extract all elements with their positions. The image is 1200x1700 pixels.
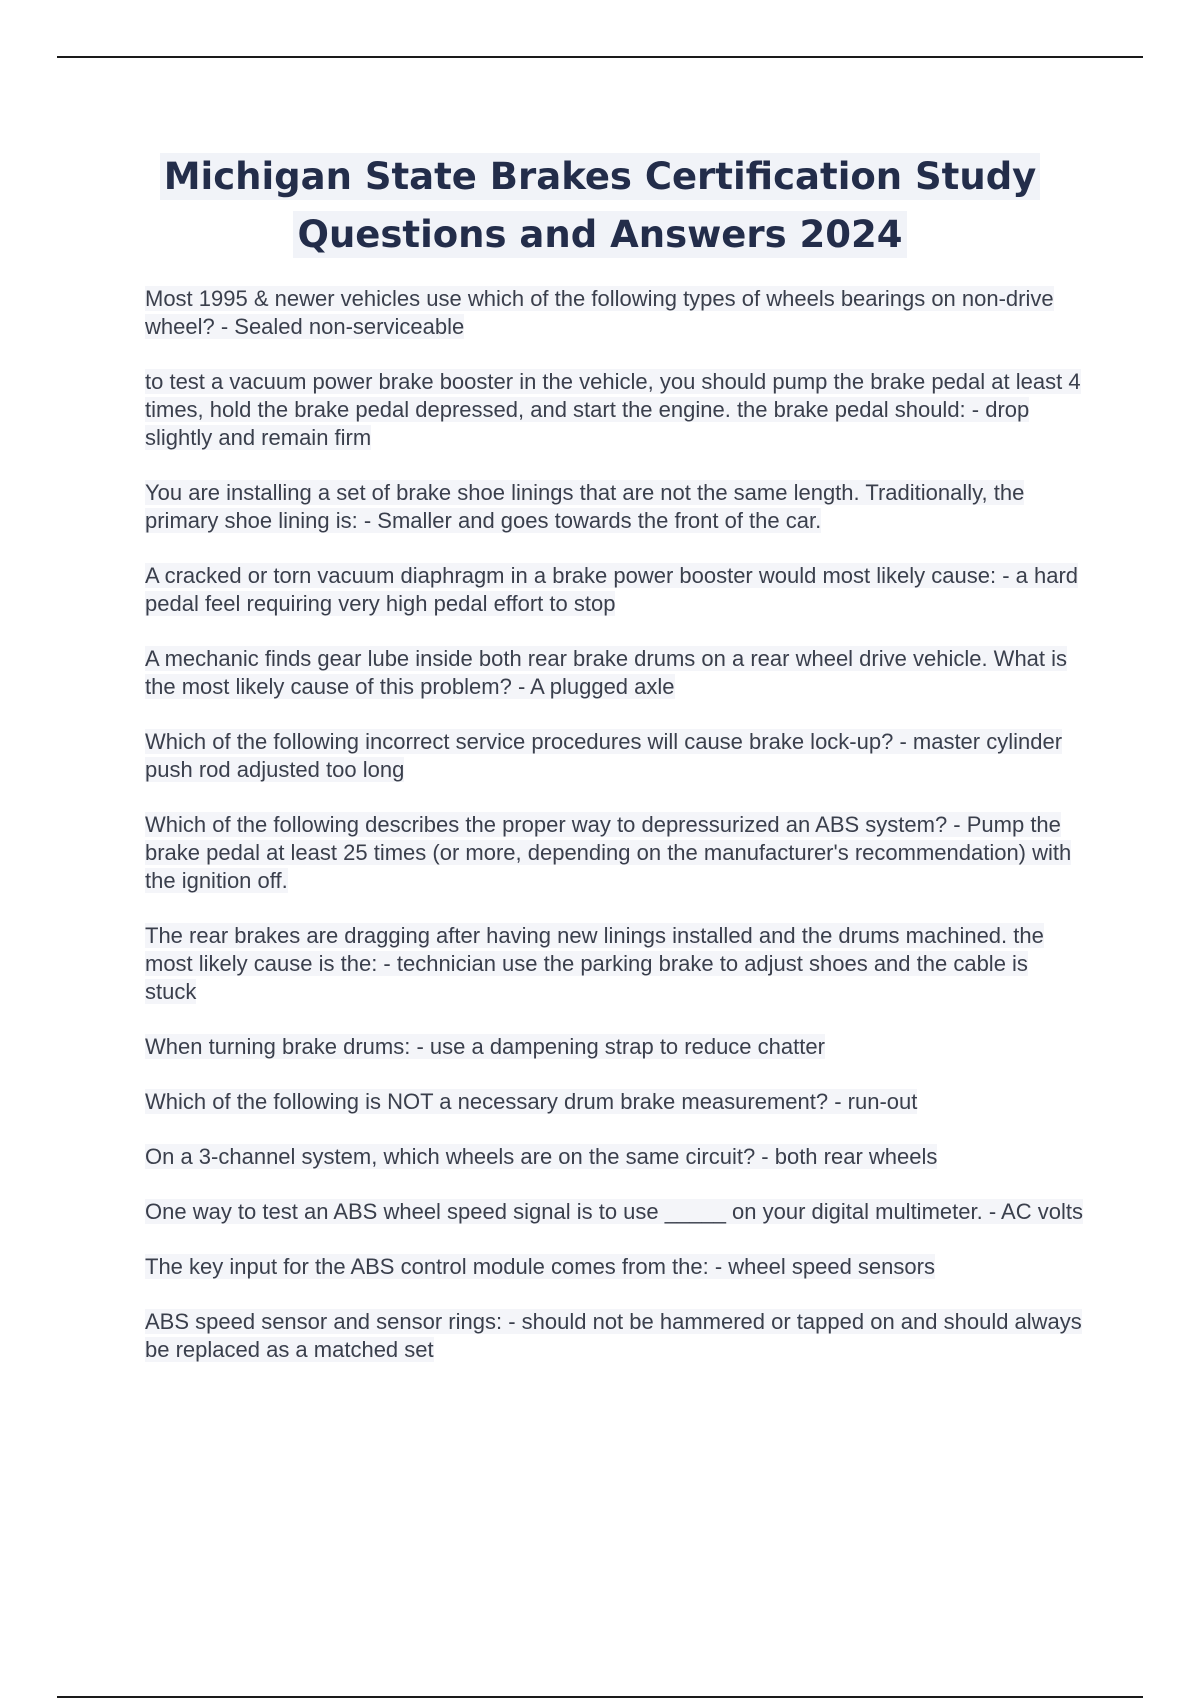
qa-item <box>145 922 1085 1006</box>
header-rule <box>57 56 1143 58</box>
qa-text: to test a vacuum power brake booster in the vehicle, you should pump the brake pedal at least 4 times, hold the brake pedal depressed, and start the engine. the brake pedal should: - drop slightly and remain firm <box>145 369 1081 450</box>
qa-item <box>145 1308 1085 1364</box>
qa-item <box>145 1253 1085 1281</box>
qa-item <box>145 479 1085 535</box>
qa-text: ABS speed sensor and sensor rings: - should not be hammered or tapped on and should always be replaced as a matched set <box>145 1309 1082 1362</box>
qa-text: Which of the following describes the proper way to depressurized an ABS system? - Pump the brake pedal at least 25 times (or more, depending on the manufacturer's recommendation) with the ignition off. <box>145 812 1072 893</box>
qa-item <box>145 1143 1085 1171</box>
qa-text: A mechanic finds gear lube inside both rear brake drums on a rear wheel drive vehicle. What is the most likely cause of this problem? - A plugged axle <box>145 646 1068 699</box>
document-title: Michigan State Brakes Certification Study Questions and Answers 2024 <box>160 153 1041 258</box>
qa-text: A cracked or torn vacuum diaphragm in a brake power booster would most likely cause: - a hard pedal feel requiring very high pedal effort to stop <box>145 563 1079 616</box>
qa-item <box>145 1088 1085 1116</box>
qa-item <box>145 728 1085 784</box>
qa-text: Most 1995 & newer vehicles use which of the following types of wheels bearings on non-drive wheel? - Sealed non-serviceable <box>145 286 1054 339</box>
qa-item <box>145 285 1085 341</box>
qa-list <box>145 285 1085 1391</box>
qa-text: Which of the following incorrect service procedures will cause brake lock-up? - master cylinder push rod adjusted too long <box>145 729 1063 782</box>
qa-text: One way to test an ABS wheel speed signal is to use _____ on your digital multimeter. - AC volts <box>145 1199 1083 1224</box>
qa-item <box>145 368 1085 452</box>
qa-item <box>145 1033 1085 1061</box>
qa-text: On a 3-channel system, which wheels are on the same circuit? - both rear wheels <box>145 1144 938 1169</box>
qa-text: Which of the following is NOT a necessary drum brake measurement? - run-out <box>145 1089 918 1114</box>
document-title-block <box>100 148 1100 264</box>
qa-text: You are installing a set of brake shoe linings that are not the same length. Traditionally, the primary shoe lining is: - Smaller and goes towards the front of the car. <box>145 480 1025 533</box>
qa-item <box>145 645 1085 701</box>
qa-text: When turning brake drums: - use a dampening strap to reduce chatter <box>145 1034 825 1059</box>
qa-item <box>145 1198 1085 1226</box>
qa-text: The rear brakes are dragging after having new linings installed and the drums machined. the most likely cause is the: - technician use the parking brake to adjust shoes and the cable is stuck <box>145 923 1044 1004</box>
qa-item <box>145 562 1085 618</box>
footer-rule <box>57 1696 1143 1698</box>
qa-item <box>145 811 1085 895</box>
qa-text: The key input for the ABS control module comes from the: - wheel speed sensors <box>145 1254 935 1279</box>
